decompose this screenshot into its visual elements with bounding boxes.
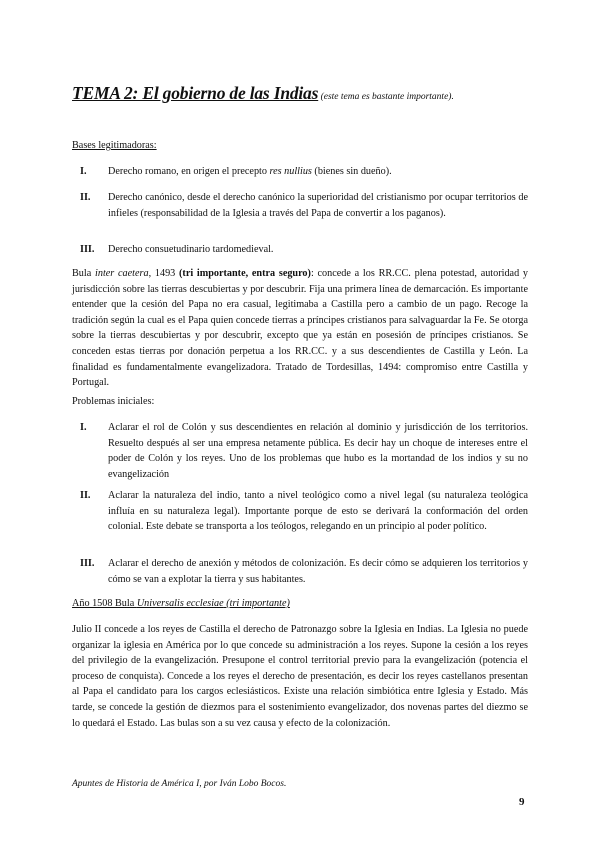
bula-paragraph: Bula inter caetera, 1493 (tri importante, entra seguro): concede a los RR.CC. plena potestad, autoridad y jurisdicción sobre las tierras descubiertas y por descubrir. Fija una primera línea de demarcación. Es importante entender que la cesión del Papa no era casual, legitimaba a Castilla pero a cambio de un pago. Recoge la tradición según la cual es el Papa quien concede tierras a príncipes cristianos para salvaguardar la Fe. Se otorga sobre la tierras descubiertas y por descubrir, excepto que ya están en posesión de príncipes cristianos. Se conceden estas tierras por donación perpetua a los RR.CC. y a sus descendientes de Castilla y León. La finalidad es fundamentalmente evangelizadora. Tratado de Tordesillas, 1494: compromiso entre Castilla y Portugal. [72, 268, 529, 389]
list-number: I. [80, 422, 87, 433]
list-number: II. [80, 192, 91, 203]
list-number: III. [80, 558, 95, 569]
list-number: I. [80, 166, 87, 177]
bases-heading: Bases legitimadoras: [72, 140, 157, 151]
footer: Apuntes de Historia de América I, por Iván Lobo Bocos. [72, 779, 287, 789]
list-item: II. Derecho canónico, desde el derecho canónico la superioridad del cristianismo por ocupar territorios de infieles (responsabilidad de la Iglesia a través del Papa de convertir a los paganos). [80, 192, 528, 219]
list-item: I. Aclarar el rol de Colón y sus descendientes en relación al dominio y jurisdicción de los territorios. Resuelto después al ser una empresa netamente pública. Es decir hay un choque de intereses entre el poder de Colón y los reyes. Uno de los problemas que hubo es la mortandad de los indios y su no evangelización [80, 422, 528, 480]
list-number: III. [80, 244, 95, 255]
page-number: 9 [519, 796, 525, 808]
title-note: (este tema es bastante importante). [318, 92, 454, 102]
problemas-heading: Problemas iniciales: [72, 396, 155, 407]
list-item: II. Aclarar la naturaleza del indio, tanto a nivel teológico como a nivel legal (su naturaleza teológica influía en su naturaleza legal). Importante porque de esto se derivará la conformación del orden colonial. Este debate se transporta a los teólogos, relegando en un principio al poder político. [80, 490, 528, 533]
list-item: III. Derecho consuetudinario tardomedieval. [80, 242, 528, 258]
title-main: TEMA 2: El gobierno de las Indias [72, 83, 319, 103]
page-title [72, 83, 532, 104]
list-item: III. Aclarar el derecho de anexión y métodos de colonización. Es decir cómo se adquieren los territorios y cómo se van a explotar la tierra y sus habitantes. [80, 558, 528, 585]
julio-paragraph: Julio II concede a los reyes de Castilla el derecho de Patronazgo sobre la Iglesia en Indias. La Iglesia no puede organizar la iglesia en América por lo que concede su administración a los reyes. Supone la cesión a los reyes del privilegio de la evangelización. Presupone el control territorial previo para la evangelización (potencia el proceso de conquista). Concede a los reyes el derecho de presentación, es decir los reyes castellanos presentan al Papa el candidato para los cargos eclesiásticos. Existe una relación simbiótica entre Iglesia y Estado. Más tarde, se concede la gestión de diezmos para el sostenimiento evangelizador, dos novenas partes del diezmo se lo quedará el Estado. Las bulas son a su vez causa y efecto de la colonización. [72, 624, 528, 729]
list-item: I. Derecho romano, en origen el precepto res nullius (bienes sin dueño). [80, 164, 528, 180]
bula-1508-heading: Año 1508 Bula Universalis ecclesiae (tri importante) [72, 598, 290, 609]
list-number: II. [80, 490, 91, 501]
